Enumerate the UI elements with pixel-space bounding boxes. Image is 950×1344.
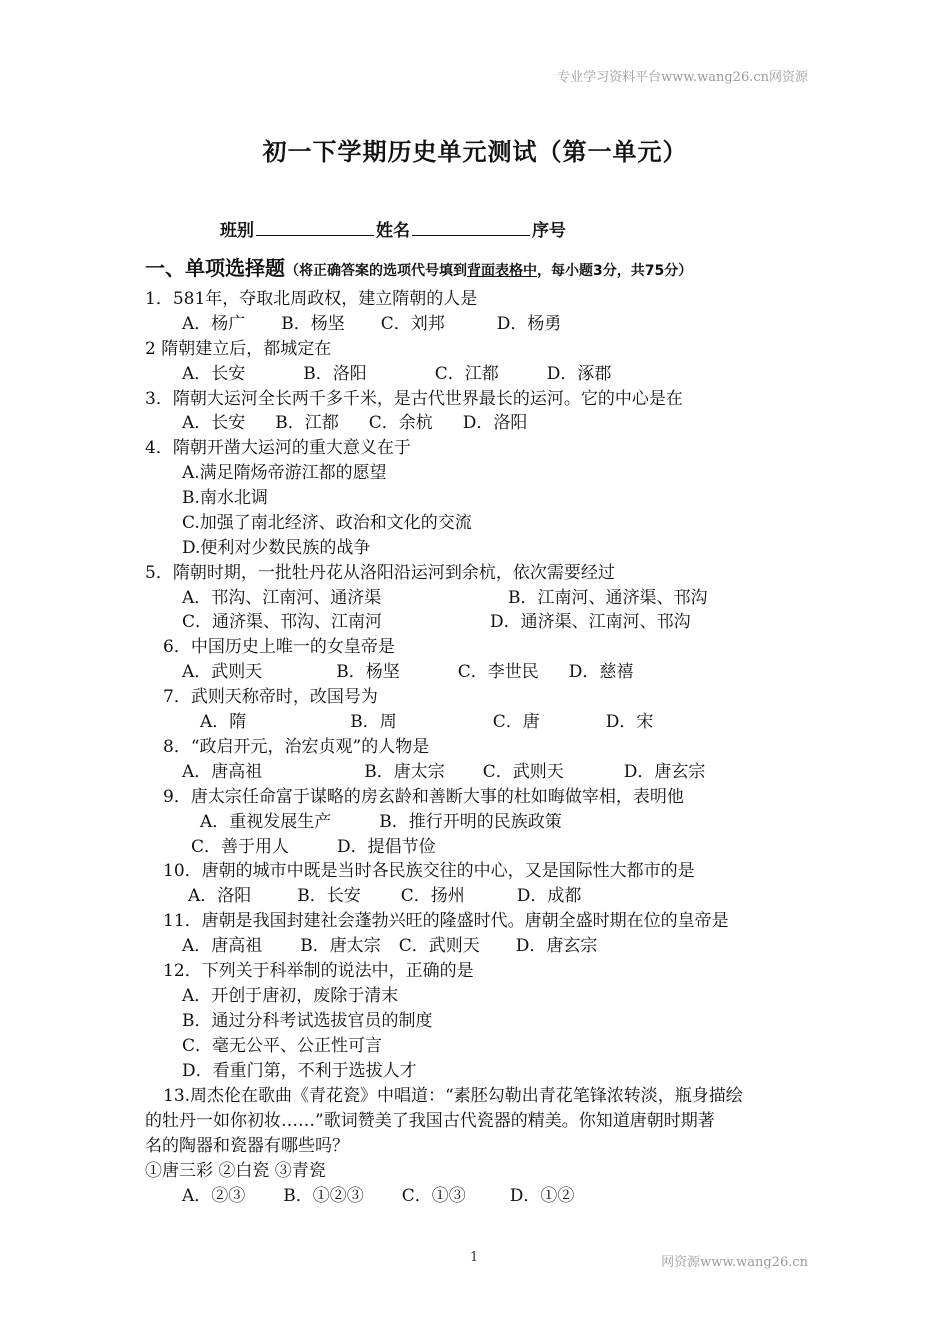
option-a[interactable]: A．邗沟、江南河、通济渠: [182, 588, 382, 608]
question-9-options-row1: [200, 811, 562, 833]
page-title: 初一下学期历史单元测试（第一单元）: [262, 138, 688, 166]
header-watermark: 专业学习资料平台www.wang26.cn网资源: [557, 70, 808, 85]
note-underlined: 背面表格中: [467, 263, 537, 279]
footer-watermark: 网资源www.wang26.cn: [661, 1255, 808, 1270]
option-b[interactable]: B．长安: [297, 886, 361, 906]
question-9-options-row2: [191, 836, 436, 858]
question-8-options: [182, 761, 705, 783]
class-label: 班别: [220, 221, 254, 241]
option-a[interactable]: A．②③: [182, 1186, 246, 1206]
question-4-stem: 4．隋朝开凿大运河的重大意义在于: [145, 438, 411, 458]
option-b[interactable]: B．洛阳: [303, 364, 367, 384]
option-a[interactable]: A．唐高祖: [182, 762, 263, 782]
question-11-stem: 11．唐朝是我国封建社会蓬勃兴旺的隆盛时代。唐朝全盛时期在位的皇帝是: [163, 911, 729, 931]
option-d[interactable]: D．看重门第，不利于选拔人才: [182, 1061, 417, 1081]
question-2-stem: 2 隋朝建立后，都城定在: [145, 339, 332, 359]
option-a[interactable]: A．开创于唐初，废除于清末: [182, 986, 399, 1006]
option-d[interactable]: D．提倡节俭: [337, 837, 436, 857]
option-d[interactable]: D．唐玄宗: [623, 762, 706, 782]
seat-label: 序号: [532, 221, 566, 241]
question-13-stem-line-3: 名的陶器和瓷器有哪些吗？: [145, 1136, 349, 1156]
option-a[interactable]: A．武则天: [182, 662, 263, 682]
question-5-stem: 5．隋朝时期，一批牡丹花从洛阳沿运河到余杭，依次需要经过: [145, 563, 615, 583]
option-c[interactable]: C．武则天: [398, 936, 480, 956]
question-6-options: [182, 661, 633, 683]
question-13-options: [182, 1185, 574, 1207]
option-b[interactable]: B．唐太宗: [364, 762, 445, 782]
option-d[interactable]: D．洛阳: [462, 413, 528, 433]
section-note: [285, 263, 692, 279]
option-c[interactable]: C．江都: [434, 364, 499, 384]
question-1-stem: 1．581年，夺取北周政权，建立隋朝的人是: [145, 289, 478, 309]
option-b[interactable]: B．通过分科考试选拔官员的制度: [182, 1011, 433, 1031]
option-b[interactable]: B．①②③: [283, 1186, 364, 1206]
option-a[interactable]: A．长安: [182, 364, 246, 384]
option-c[interactable]: C.加强了南北经济、政治和文化的交流: [182, 513, 472, 533]
option-b[interactable]: B.南水北调: [182, 488, 268, 508]
option-c[interactable]: C．唐: [492, 712, 540, 732]
note-pre: （将正确答案的选项代号填到: [285, 263, 467, 279]
option-c[interactable]: C．扬州: [400, 886, 465, 906]
question-10-options: [188, 885, 581, 907]
question-3-stem: 3．隋朝大运河全长两千多千米，是古代世界最长的运河。它的中心是在: [145, 389, 683, 409]
option-b[interactable]: B．推行开明的民族政策: [379, 812, 562, 832]
option-c[interactable]: C．善于用人: [191, 837, 290, 857]
question-13-items: ①唐三彩 ②白瓷 ③青瓷: [145, 1161, 326, 1181]
option-c[interactable]: C．余杭: [368, 413, 433, 433]
option-d[interactable]: D.便利对少数民族的战争: [182, 538, 371, 558]
option-d[interactable]: D．慈禧: [568, 662, 634, 682]
class-blank[interactable]: [256, 221, 374, 236]
section-heading: 一、单项选择题: [145, 256, 285, 280]
option-d[interactable]: D．杨勇: [496, 314, 562, 334]
option-b[interactable]: B．杨坚: [281, 314, 345, 334]
option-c[interactable]: C．毫无公平、公正性可言: [182, 1036, 383, 1056]
option-c[interactable]: C．①③: [401, 1186, 466, 1206]
question-7-options: [200, 711, 653, 733]
question-2-options: [182, 363, 611, 385]
question-12-stem: 12．下列关于科举制的说法中，正确的是: [163, 961, 474, 981]
question-11-options: [182, 935, 597, 957]
question-9-stem: 9．唐太宗任命富于谋略的房玄龄和善断大事的杜如晦做宰相，表明他: [163, 787, 684, 807]
option-d[interactable]: D．唐玄宗: [515, 936, 598, 956]
option-b[interactable]: B．杨坚: [336, 662, 400, 682]
question-1-options: [182, 313, 561, 335]
name-blank[interactable]: [412, 221, 530, 236]
option-d[interactable]: D．成都: [516, 886, 582, 906]
page-number: 1: [470, 1250, 479, 1265]
name-label: 姓名: [376, 221, 410, 241]
question-13-stem-line-2: 的牡丹一如你初妆……”歌词赞美了我国古代瓷器的精美。你知道唐朝时期著: [145, 1111, 715, 1131]
option-b[interactable]: B．江都: [275, 413, 339, 433]
option-d[interactable]: D．通济渠、江南河、邗沟: [490, 612, 691, 632]
option-b[interactable]: B．唐太宗: [300, 936, 381, 956]
option-b[interactable]: B．周: [350, 712, 397, 732]
question-3-options: [182, 412, 527, 434]
question-8-stem: 8．“政启开元，治宏贞观”的人物是: [163, 737, 430, 757]
question-6-stem: 6．中国历史上唯一的女皇帝是: [163, 637, 395, 657]
option-d[interactable]: D．①②: [509, 1186, 575, 1206]
question-10-stem: 10．唐朝的城市中既是当时各民族交往的中心，又是国际性大都市的是: [163, 861, 695, 881]
option-c[interactable]: C．李世民: [457, 662, 539, 682]
option-a[interactable]: A．重视发展生产: [200, 812, 332, 832]
note-post: ，每小题3分，共75分）: [537, 263, 693, 279]
option-a[interactable]: A．唐高祖: [182, 936, 263, 956]
option-a[interactable]: A．杨广: [182, 314, 246, 334]
option-c[interactable]: C．武则天: [482, 762, 564, 782]
option-a[interactable]: A．长安: [182, 413, 246, 433]
option-b[interactable]: B．江南河、通济渠、邗沟: [508, 588, 708, 608]
section-header: [145, 252, 692, 281]
student-info-row: [220, 216, 566, 241]
option-d[interactable]: D．宋: [605, 712, 654, 732]
option-c[interactable]: C．刘邦: [380, 314, 445, 334]
option-c[interactable]: C．通济渠、邗沟、江南河: [182, 612, 383, 632]
question-7-stem: 7．武则天称帝时，改国号为: [163, 687, 378, 707]
option-a[interactable]: A.满足隋炀帝游江都的愿望: [182, 463, 387, 483]
option-d[interactable]: D．涿郡: [546, 364, 612, 384]
option-a[interactable]: A．隋: [200, 712, 247, 732]
question-13-stem-line-1: 13.周杰伦在歌曲《青花瓷》中唱道：“素胚勾勒出青花笔锋浓转淡，瓶身描绘: [163, 1086, 743, 1106]
option-a[interactable]: A．洛阳: [188, 886, 252, 906]
